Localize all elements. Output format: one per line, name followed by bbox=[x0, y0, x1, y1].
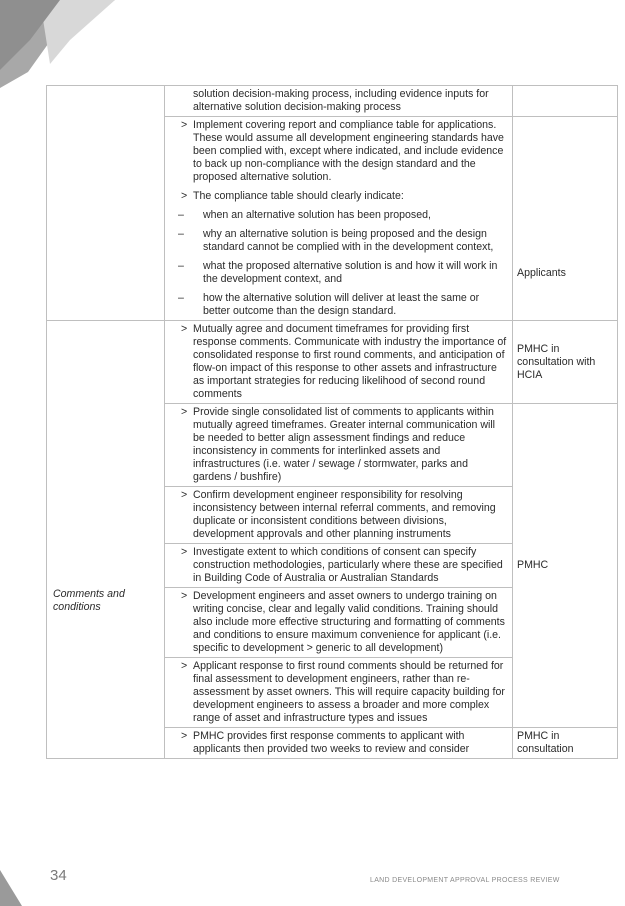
action-cell bbox=[165, 404, 513, 487]
lead-text: solution decision-making process, including evidence inputs for alternative solution decision-making process bbox=[193, 88, 489, 113]
category-cell bbox=[47, 321, 165, 759]
table-row bbox=[47, 321, 618, 404]
sub-list-item: – when an alternative solution has been proposed, bbox=[178, 209, 431, 221]
responsibility-cell bbox=[513, 321, 618, 404]
action-cell bbox=[165, 321, 513, 404]
category-cell-empty bbox=[47, 86, 165, 321]
action-cell bbox=[165, 544, 513, 588]
chevron-right-icon: > bbox=[181, 323, 188, 335]
responsibility-applicants: Applicants bbox=[517, 267, 566, 279]
dash-icon: – bbox=[178, 292, 184, 304]
list-item: > Provide single consolidated list of comments to applicants within mutually agreed timeframes. Greater internal communication will be needed to better align assessment findings and reduce inconsistency in comments for interlinked assets and infrastructures (i.e. water / sewage / stormwater, parks and gardens / bushfire) bbox=[181, 406, 496, 483]
responsibility-cell bbox=[513, 728, 618, 759]
category-label: Comments and conditions bbox=[53, 588, 125, 613]
action-cell bbox=[165, 86, 513, 117]
list-item: > Implement covering report and compliance table for applications. These would assume all development engineering standards have been complied with, except where indicated, and include evidence to back up non-compliance with the design standard and the proposed alternative solution. bbox=[181, 119, 504, 183]
chevron-right-icon: > bbox=[181, 406, 188, 418]
chevron-right-icon: > bbox=[181, 119, 188, 131]
dash-icon: – bbox=[178, 209, 184, 221]
responsibility-pmhc: PMHC bbox=[517, 559, 549, 571]
action-cell bbox=[165, 117, 513, 321]
list-item: > Confirm development engineer responsibility for resolving inconsistency between internal referral comments, and removing duplicate or inconsistent conditions between divisions, development approvals and other planning instruments bbox=[181, 489, 496, 540]
action-cell bbox=[165, 728, 513, 759]
responsibility-pmhc-consultation: PMHC in consultation bbox=[517, 730, 574, 755]
list-item: > The compliance table should clearly indicate: bbox=[181, 190, 404, 202]
sub-list-item: – why an alternative solution is being proposed and the design standard cannot be complied with in the development context, bbox=[178, 228, 494, 253]
action-cell bbox=[165, 487, 513, 544]
sub-list-item: – what the proposed alternative solution is and how it will work in the development context, and bbox=[178, 260, 498, 285]
list-item: > Investigate extent to which conditions of consent can specify construction methodologies, particularly where these are specified in Building Code of Australia or Australian Standards bbox=[181, 546, 503, 584]
list-item: > PMHC provides first response comments to applicant with applicants then provided two weeks to review and consider bbox=[181, 730, 470, 755]
dash-icon: – bbox=[178, 260, 184, 272]
chevron-right-icon: > bbox=[181, 190, 188, 202]
dash-icon: – bbox=[178, 228, 184, 240]
responsibility-pmhc-hcia: PMHC in consultation with HCIA bbox=[517, 342, 596, 381]
chevron-right-icon: > bbox=[181, 546, 188, 558]
chevron-right-icon: > bbox=[181, 590, 188, 602]
footer-title: LAND DEVELOPMENT APPROVAL PROCESS REVIEW bbox=[370, 877, 560, 884]
table-row bbox=[47, 86, 618, 117]
list-item: > Mutually agree and document timeframes for providing first response comments. Communicate with industry the importance of consolidated response to first round comments, and anticipation of flow-on impact of this response to other assets and infrastructure as important strategies for reducing likelihood of second round comments bbox=[181, 323, 507, 400]
chevron-right-icon: > bbox=[181, 660, 188, 672]
actions-table bbox=[46, 85, 618, 759]
action-cell bbox=[165, 588, 513, 658]
responsibility-cell-empty bbox=[513, 86, 618, 117]
list-item: > Development engineers and asset owners to undergo training on writing concise, clear and legally valid conditions. Training should also include more effective structuring and formatting of comments and conditions to ensure maximum convenience for applicant (i.e. specific to development > generic to all development) bbox=[181, 590, 505, 654]
page-number: 34 bbox=[50, 867, 67, 884]
responsibility-cell bbox=[513, 404, 618, 728]
responsibility-cell bbox=[513, 117, 618, 321]
chevron-right-icon: > bbox=[181, 730, 188, 742]
list-item: > Applicant response to first round comments should be returned for final assessment to development engineers, rather than re-assessment by asset owners. This will require capacity building for development engineers to assess a broader and more complex range of asset and infrastructure types and issues bbox=[181, 660, 505, 724]
chevron-right-icon: > bbox=[181, 489, 188, 501]
action-cell bbox=[165, 658, 513, 728]
sub-list-item: – how the alternative solution will deliver at least the same or better outcome than the design standard. bbox=[178, 292, 480, 317]
